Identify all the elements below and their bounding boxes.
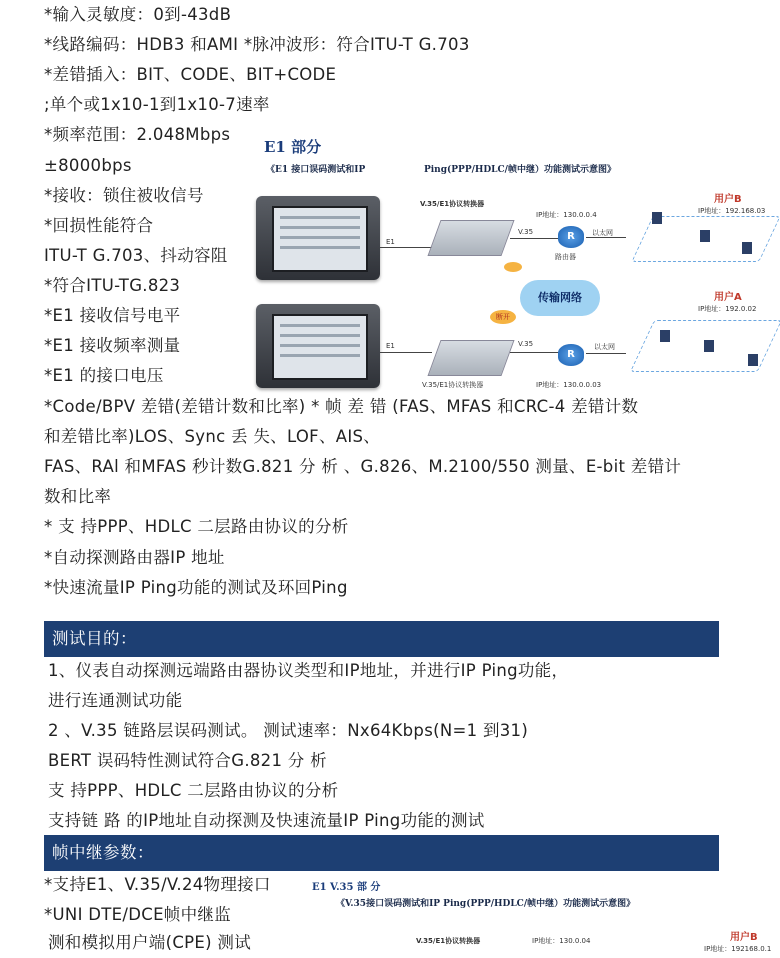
section-test-header: 测试目的： — [44, 621, 719, 657]
e1-label-top: E1 — [386, 238, 395, 246]
tester-device-bottom — [256, 304, 380, 388]
v35-converter-label: V.35/E1协议转换器 — [416, 937, 481, 945]
test-line-6: 支持链 路 的IP地址自动探测及快速流量IP Ping功能的测试 — [48, 811, 485, 830]
spec-line-7: *接收：锁住被收信号 — [44, 186, 204, 205]
v35-heading: E1 V.35 部 分 — [312, 882, 381, 893]
spec-line-12: *E1 接收频率测量 — [44, 336, 181, 355]
pc-icon — [660, 330, 670, 342]
fr-line-1: *支持E1、V.35/V.24物理接口 — [44, 875, 271, 894]
ethernet-top: 以太网 — [592, 229, 613, 237]
pc-icon — [748, 354, 758, 366]
v35-top: V.35 — [518, 228, 534, 236]
spec-line-3: *差错插入：BIT、CODE、BIT+CODE — [44, 65, 337, 84]
router-label: 路由器 — [555, 253, 576, 261]
spec-line-10: *符合ITU-TG.823 — [44, 276, 181, 295]
e1-diagram — [252, 134, 780, 396]
v35-caption: 《V.35接口误码测试和IP Ping(PPP/HDLC/帧中继）功能测试示意图》 — [336, 899, 636, 909]
test-line-4: BERT 误码特性测试符合G.821 分 析 — [48, 751, 327, 770]
spec-line-13: *E1 的接口电压 — [44, 366, 164, 385]
spec-line-4: ;单个或1x10-1到1x10-7速率 — [44, 95, 270, 114]
fr-line-2: *UNI DTE/DCE帧中继监 — [44, 905, 232, 924]
spec-line-2: *线路编码：HDB3 和AMI *脉冲波形：符合ITU-T G.703 — [44, 35, 470, 54]
v35-user-b-ip: IP地址：192168.0.1 — [704, 945, 772, 953]
spec-line-11: *E1 接收信号电平 — [44, 306, 181, 325]
spec-line-15: 和差错比率)LOS、Sync 丢 失、LOF、AIS、 — [44, 427, 381, 446]
pc-icon — [652, 212, 662, 224]
router-top: R — [558, 226, 584, 248]
test-line-3: 2 、V.35 链路层误码测试。 测试速率：Nx64Kbps(N=1 到31) — [48, 721, 529, 740]
spec-line-1: *输入灵敏度：0到-43dB — [44, 5, 232, 24]
pc-icon — [742, 242, 752, 254]
user-b-ip: IP地址：192.168.03 — [698, 207, 766, 215]
converter-label-bottom: V.35/E1协议转换器 — [422, 381, 484, 389]
v35-user-b-title: 用户B — [730, 932, 758, 943]
spec-line-17: 数和比率 — [44, 487, 112, 506]
ip-top: IP地址：130.0.0.4 — [536, 211, 597, 219]
spec-line-5: *频率范围：2.048Mbps — [44, 125, 231, 144]
break-marker-top — [504, 262, 522, 272]
e1-heading: E1 部分 — [264, 138, 322, 156]
e1-label-bottom: E1 — [386, 342, 395, 350]
ip-bottom: IP地址：130.0.0.03 — [536, 381, 602, 389]
e1-caption-left: 《E1 接口误码测试和IP — [266, 165, 366, 175]
e1-caption-right: Ping(PPP/HDLC/帧中继）功能测试示意图》 — [424, 165, 616, 175]
v35-bottom: V.35 — [518, 340, 534, 348]
converter-label-top: V.35/E1协议转换器 — [420, 200, 485, 208]
spec-line-14: *Code/BPV 差错(差错计数和比率) * 帧 差 错 (FAS、MFAS 和CRC-4 差错计数 — [44, 397, 639, 416]
user-b-title: 用户B — [714, 194, 742, 205]
test-line-2: 进行连通测试功能 — [48, 691, 183, 710]
converter-box-top — [427, 220, 514, 256]
v35-ip: IP地址：130.0.04 — [532, 937, 591, 945]
tester-device-top — [256, 196, 380, 280]
spec-line-19: *自动探测路由器IP 地址 — [44, 548, 225, 567]
spec-line-6: ±8000bps — [44, 156, 132, 175]
spec-line-18: * 支 持PPP、HDLC 二层路由协议的分析 — [44, 517, 349, 536]
ethernet-bottom: 以太网 — [594, 343, 615, 351]
converter-box-bottom — [427, 340, 514, 376]
break-marker: 断开 — [490, 310, 516, 324]
test-line-5: 支 持PPP、HDLC 二层路由协议的分析 — [48, 781, 339, 800]
spec-line-16: FAS、RAl 和MFAS 秒计数G.821 分 析 、G.826、M.2100/550 测量、E-bit 差错计 — [44, 457, 682, 476]
section-fr-header: 帧中继参数： — [44, 835, 719, 871]
pc-icon — [700, 230, 710, 242]
spec-line-8: *回损性能符合 — [44, 216, 154, 235]
test-line-1: 1、仪表自动探测远端路由器协议类型和IP地址，并进行IP Ping功能， — [48, 661, 569, 680]
user-a-ip: IP地址：192.0.02 — [698, 305, 757, 313]
spec-line-20: *快速流量IP Ping功能的测试及环回Ping — [44, 578, 348, 597]
router-bottom: R — [558, 344, 584, 366]
v35-diagram — [312, 876, 780, 955]
user-a-title: 用户A — [714, 292, 742, 303]
spec-line-9: ITU-T G.703、抖动容阻 — [44, 246, 228, 265]
fr-line-3: 测和模拟用户端(CPE) 测试 — [48, 933, 252, 952]
pc-icon — [704, 340, 714, 352]
transport-cloud: 传输网络 — [520, 280, 600, 316]
